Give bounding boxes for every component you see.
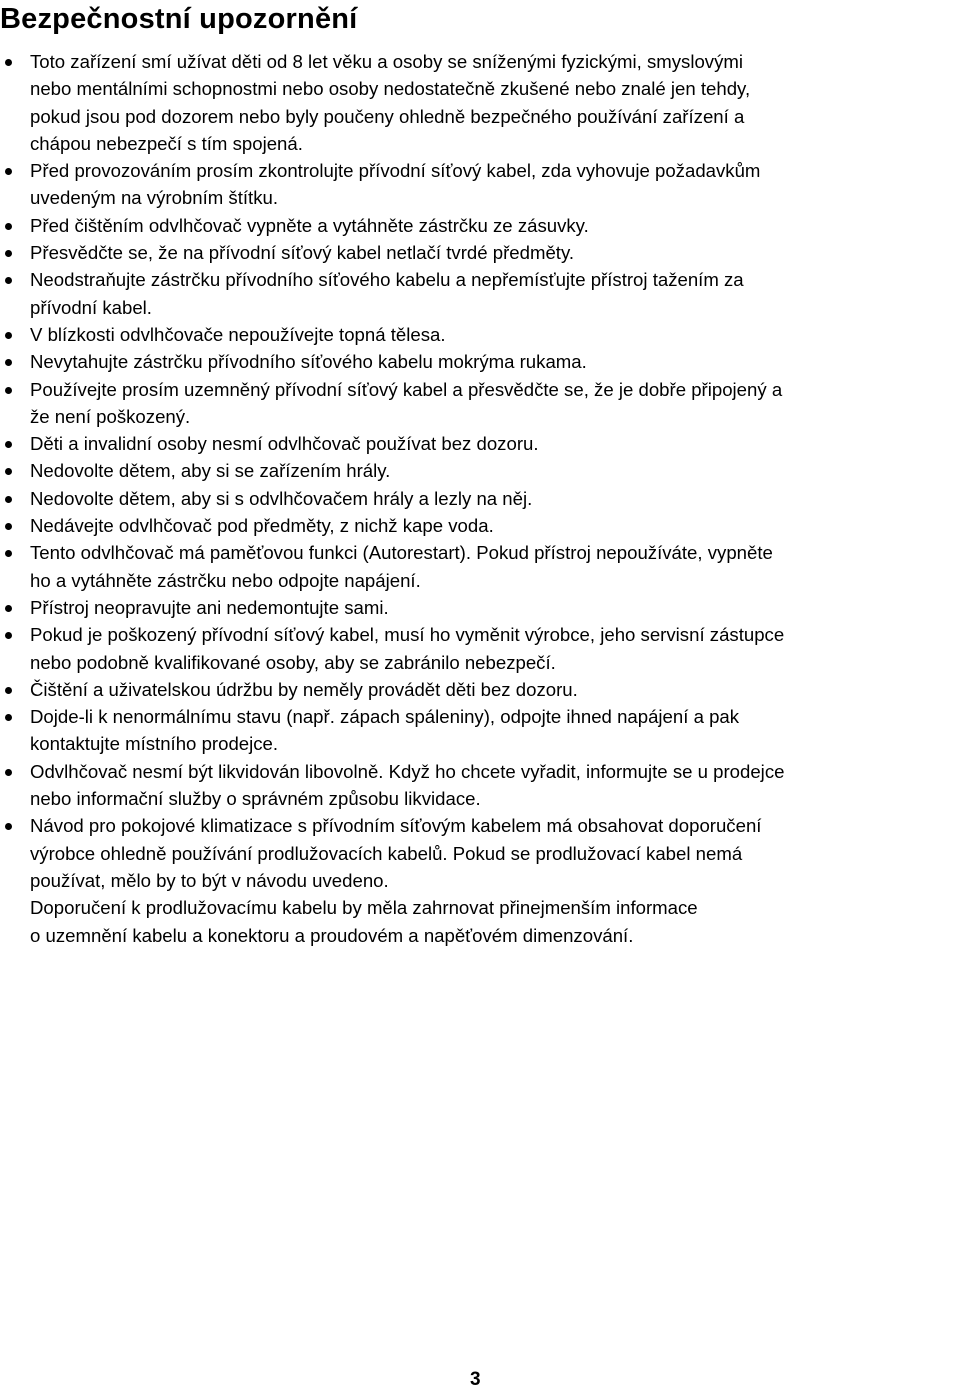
bullet-icon	[5, 769, 12, 776]
list-item	[0, 212, 960, 239]
list-item-text: Pokud je poškozený přívodní síťový kabel, musí ho vyměnit výrobce, jeho servisní zástupce nebo podobně kvalifikované osoby, aby se zabránilo nebezpečí.	[30, 624, 785, 673]
list-item-text: Přístroj neopravujte ani nedemontujte sami.	[30, 596, 389, 618]
page-number: 3	[470, 1369, 481, 1390]
list-item-text: Nevytahujte zástrčku přívodního síťového kabelu mokrýma rukama.	[30, 351, 587, 373]
safety-instructions-list	[0, 48, 960, 949]
list-item-text: Děti a invalidní osoby nesmí odvlhčovač používat bez dozoru.	[30, 433, 539, 455]
list-item-text: Před čištěním odvlhčovač vypněte a vytáhněte zástrčku ze zásuvky.	[30, 214, 589, 236]
list-item	[0, 48, 960, 157]
list-item	[0, 376, 960, 431]
bullet-icon	[5, 387, 12, 394]
bullet-icon	[5, 359, 12, 366]
bullet-icon	[5, 605, 12, 612]
list-item	[0, 594, 960, 621]
list-item-text: Odvlhčovač nesmí být likvidován libovolně. Když ho chcete vyřadit, informujte se u prodejce nebo informační služby o správném způsobu likvidace.	[30, 760, 785, 810]
list-item-text: Neodstraňujte zástrčku přívodního síťového kabelu a nepřemísťujte přístroj tažením za přívodní kabel.	[30, 269, 744, 318]
list-item	[0, 621, 960, 676]
list-item-text: Používejte prosím uzemněný přívodní síťový kabel a přesvědčte se, že je dobře připojený a že není poškozený.	[30, 378, 783, 427]
bullet-icon	[5, 523, 12, 530]
list-item	[0, 485, 960, 512]
list-item	[0, 430, 960, 457]
bullet-icon	[5, 59, 12, 66]
bullet-icon	[5, 223, 12, 230]
list-item-text: Dojde-li k nenormálnímu stavu (např. zápach spáleniny), odpojte ihned napájení a pak kontaktujte místního prodejce.	[30, 706, 740, 755]
list-item-text: Čištění a uživatelskou údržbu by neměly provádět děti bez dozoru.	[30, 678, 578, 700]
list-item	[0, 348, 960, 375]
bullet-icon	[5, 632, 12, 639]
list-item-text: Nedovolte dětem, aby si s odvlhčovačem hrály a lezly na něj.	[30, 487, 533, 509]
bullet-icon	[5, 441, 12, 448]
bullet-icon	[5, 468, 12, 475]
list-item	[0, 703, 960, 758]
bullet-icon	[5, 332, 12, 339]
bullet-icon	[5, 687, 12, 694]
list-item	[0, 758, 960, 813]
list-item	[0, 321, 960, 348]
list-item-text: V blízkosti odvlhčovače nepoužívejte topná tělesa.	[30, 323, 446, 345]
bullet-icon	[5, 714, 12, 721]
list-item	[0, 812, 960, 948]
list-item	[0, 676, 960, 703]
bullet-icon	[5, 550, 12, 557]
bullet-icon	[5, 823, 12, 830]
list-item	[0, 512, 960, 539]
bullet-icon	[5, 496, 12, 503]
bullet-icon	[5, 277, 12, 284]
list-item	[0, 157, 960, 212]
bullet-icon	[5, 168, 12, 175]
list-item-text: Tento odvlhčovač má paměťovou funkci (Autorestart). Pokud přístroj nepoužíváte, vypněte ho a vytáhněte zástrčku nebo odpojte napájení.	[30, 542, 773, 591]
list-item-text: Přesvědčte se, že na přívodní síťový kabel netlačí tvrdé předměty.	[30, 242, 575, 264]
bullet-icon	[5, 250, 12, 257]
list-item-text: Toto zařízení smí užívat děti od 8 let věku a osoby se sníženými fyzickými, smyslovými nebo mentálními schopnostmi nebo osoby nedostatečně zkušené nebo znalé jen tehdy, pokud jsou pod dozorem nebo byly poučeny ohledně bezpečného používání zařízení a chápou nebezpečí s tím spojená.	[30, 51, 751, 154]
list-item-text: Před provozováním prosím zkontrolujte přívodní síťový kabel, zda vyhovuje požadavkům uvedeným na výrobním štítku.	[30, 160, 761, 209]
list-item	[0, 457, 960, 484]
list-item	[0, 266, 960, 321]
list-item-text: Nedávejte odvlhčovač pod předměty, z nichž kape voda.	[30, 515, 494, 537]
page-title: Bezpečnostní upozornění	[0, 3, 358, 35]
list-item-text: Nedovolte dětem, aby si se zařízením hrály.	[30, 460, 391, 482]
list-item	[0, 539, 960, 594]
list-item-text: Návod pro pokojové klimatizace s přívodním síťovým kabelem má obsahovat doporučení výrobce ohledně používání prodlužovacích kabelů. Pokud se prodlužovací kabel nemá používat, mělo by to být v návodu uvedeno. Doporučení k prodlužovacímu kabelu by měla zahrnovat přinejmenším informace o uzemnění kabelu a konektoru a proudovém a napěťovém dimenzování.	[30, 815, 762, 946]
list-item	[0, 239, 960, 266]
